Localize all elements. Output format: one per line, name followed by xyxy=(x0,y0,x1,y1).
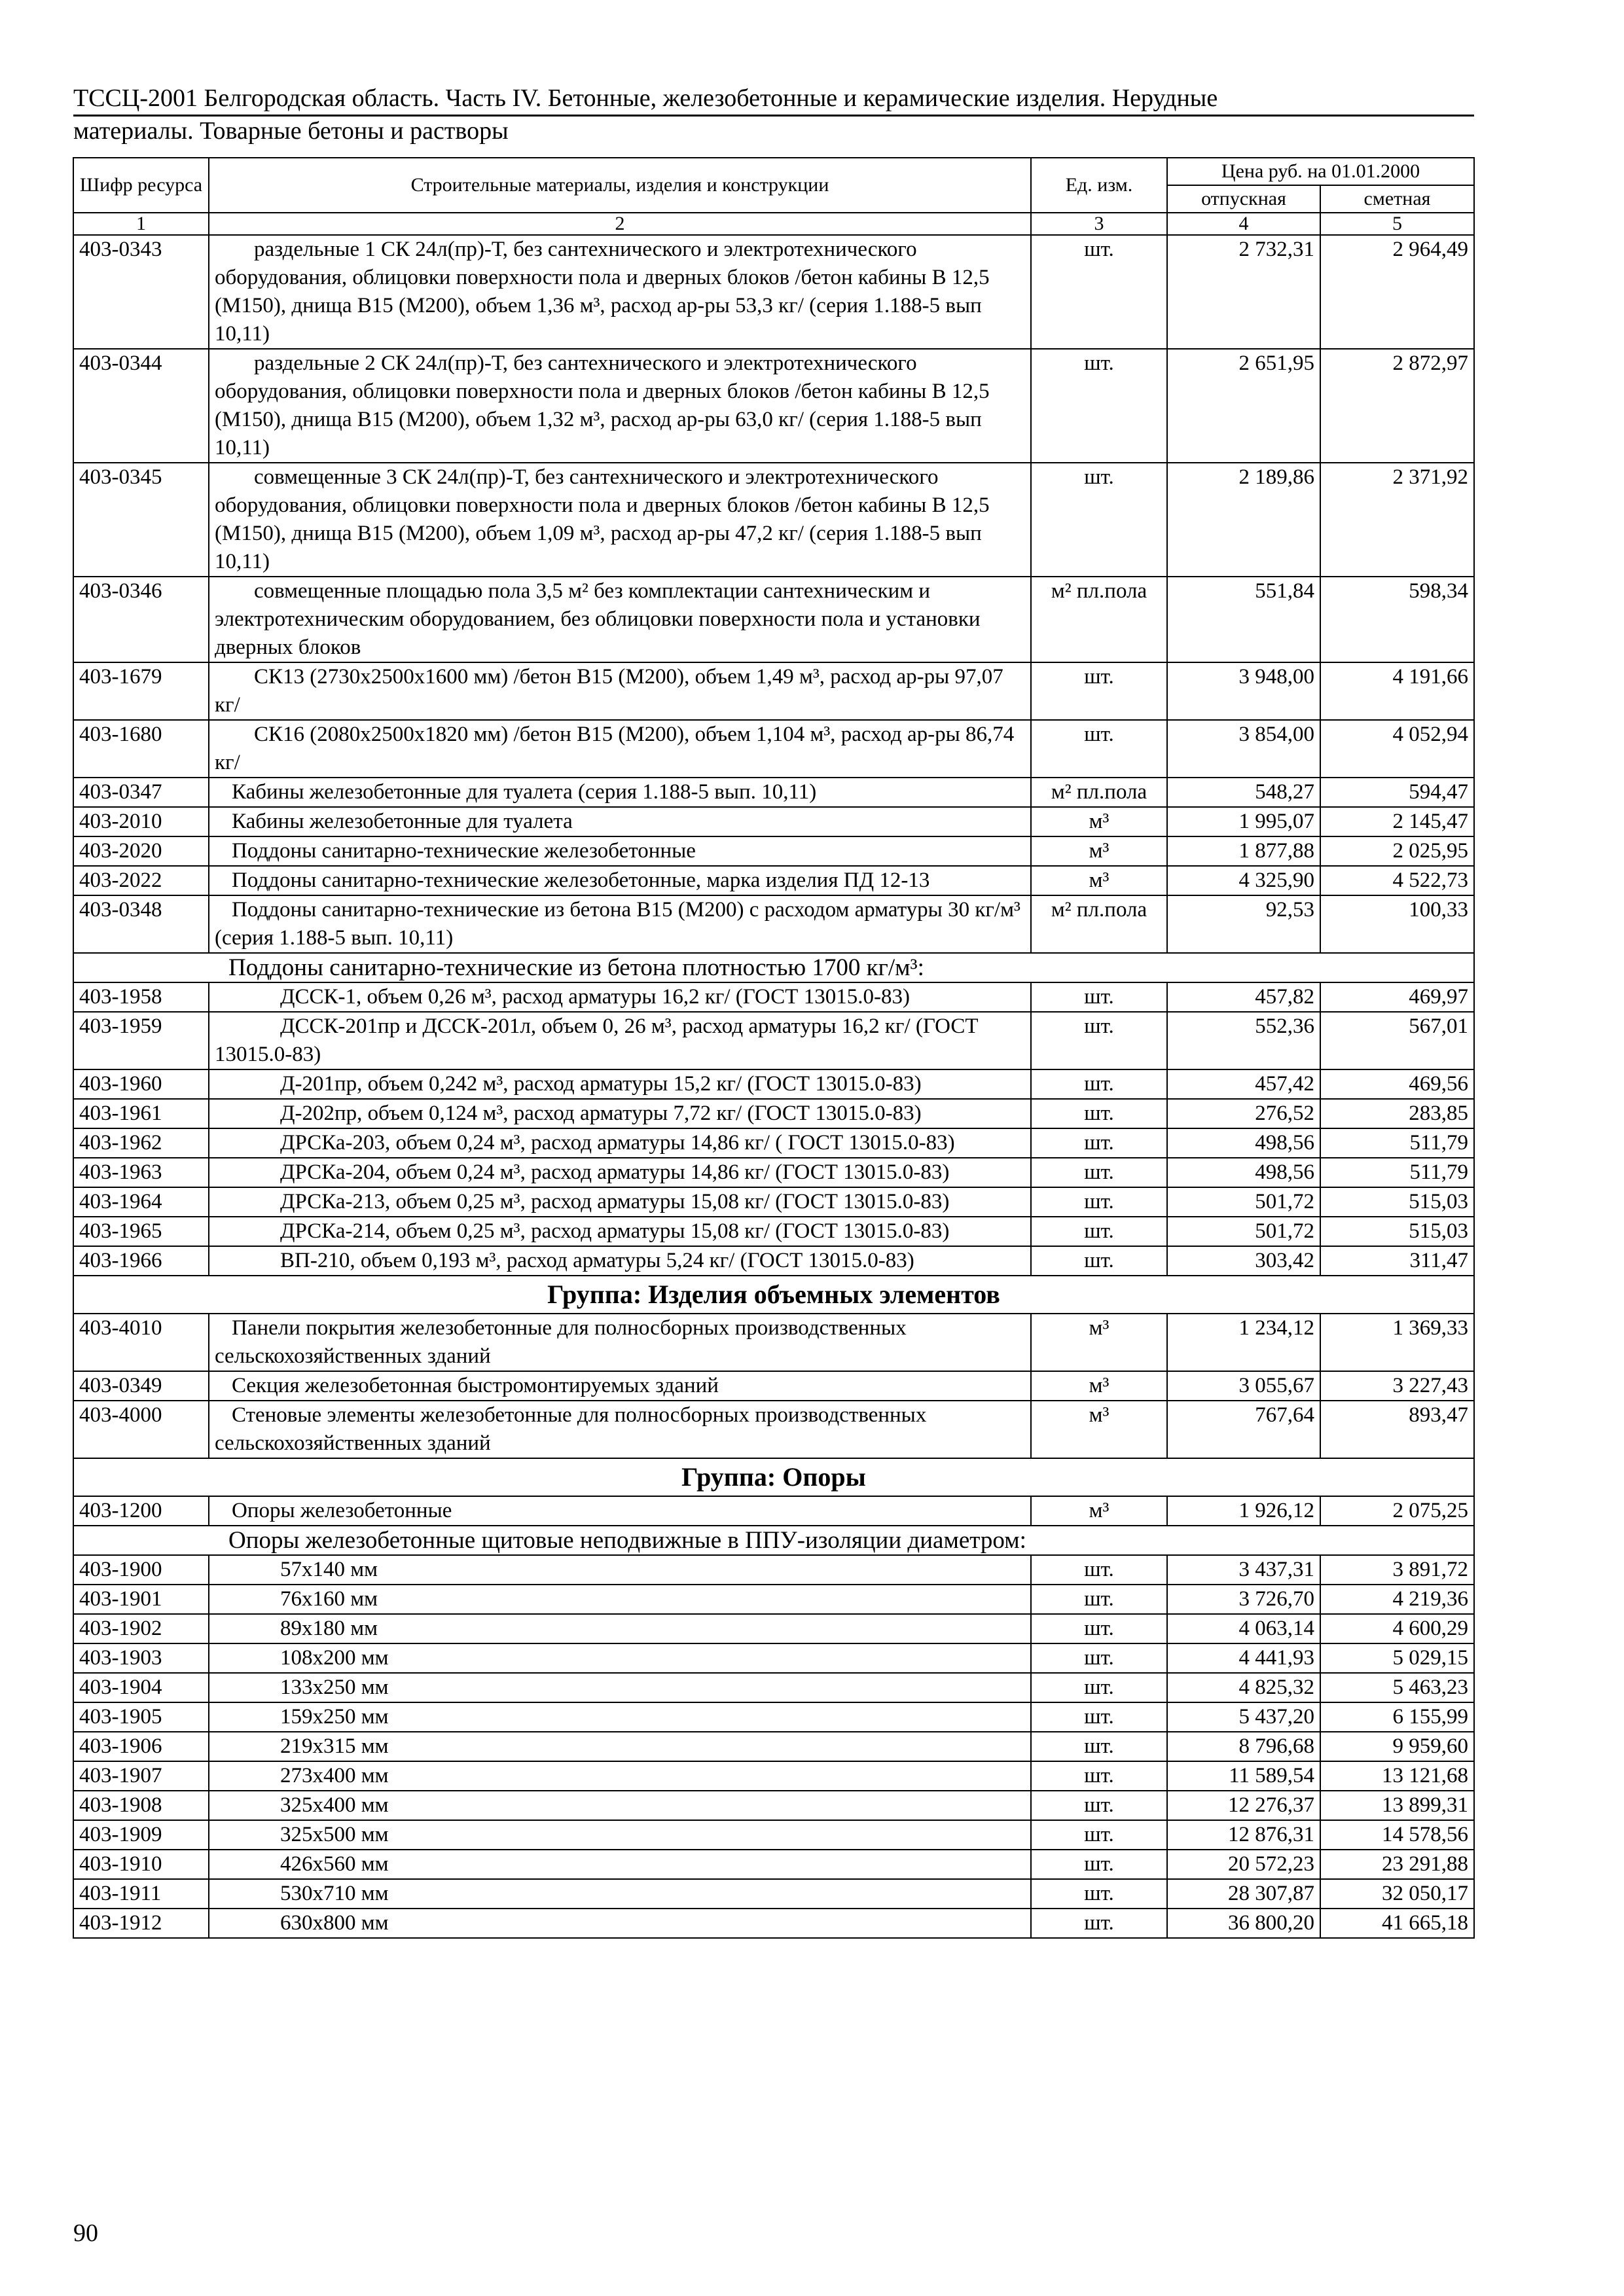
estimate-price: 2 964,49 xyxy=(1320,235,1474,349)
table-row xyxy=(73,662,1474,720)
col-number: 3 xyxy=(1031,213,1167,235)
release-price: 501,72 xyxy=(1167,1187,1320,1217)
unit-of-measure: м² пл.пола xyxy=(1031,895,1167,953)
estimate-price: 2 075,25 xyxy=(1320,1496,1474,1526)
resource-code: 403-0345 xyxy=(73,463,209,577)
table-row xyxy=(73,866,1474,895)
resource-code: 403-1905 xyxy=(73,1702,209,1732)
unit-of-measure: шт. xyxy=(1031,1246,1167,1276)
resource-code: 403-1200 xyxy=(73,1496,209,1526)
table-row xyxy=(73,1217,1474,1246)
resource-name: Стеновые элементы железобетонные для полносборных производственных сельскохозяйственных зданий xyxy=(209,1401,1031,1458)
col-number: 5 xyxy=(1320,213,1474,235)
resource-name: ДССК-201пр и ДССК-201л, объем 0, 26 м³, расход арматуры 16,2 кг/ (ГОСТ 13015.0-83) xyxy=(209,1012,1031,1069)
unit-of-measure: шт. xyxy=(1031,1158,1167,1187)
release-price: 3 854,00 xyxy=(1167,720,1320,778)
resource-name: 57х140 мм xyxy=(209,1555,1031,1585)
estimate-price: 13 899,31 xyxy=(1320,1791,1474,1820)
estimate-price: 515,03 xyxy=(1320,1217,1474,1246)
unit-of-measure: шт. xyxy=(1031,1012,1167,1069)
resource-name: 133х250 мм xyxy=(209,1673,1031,1702)
resource-name: раздельные 1 СК 24л(пр)-Т, без сантехнического и электротехнического оборудования, облицовки поверхности пола и дверных блоков /бетон кабины В 12,5 (М150), днища В15 (М200), объем 1,36 м³, расход ар-ры 53,3 кг/ (серия 1.188-5 вып 10,11) xyxy=(209,235,1031,349)
estimate-price: 32 050,17 xyxy=(1320,1879,1474,1909)
group-heading-row xyxy=(73,1458,1474,1496)
unit-of-measure: м³ xyxy=(1031,1314,1167,1371)
table-row xyxy=(73,1791,1474,1820)
release-price: 8 796,68 xyxy=(1167,1732,1320,1761)
estimate-price: 2 371,92 xyxy=(1320,463,1474,577)
release-price: 4 825,32 xyxy=(1167,1673,1320,1702)
table-row xyxy=(73,1879,1474,1909)
table-row xyxy=(73,1585,1474,1614)
resource-code: 403-1963 xyxy=(73,1158,209,1187)
table-row xyxy=(73,807,1474,836)
resource-code: 403-1966 xyxy=(73,1246,209,1276)
release-price: 11 589,54 xyxy=(1167,1761,1320,1791)
estimate-price: 469,97 xyxy=(1320,982,1474,1012)
unit-of-measure: м³ xyxy=(1031,1371,1167,1401)
table-body xyxy=(73,235,1474,1938)
resource-name: 273х400 мм xyxy=(209,1761,1031,1791)
table-row xyxy=(73,349,1474,463)
release-price: 1 234,12 xyxy=(1167,1314,1320,1371)
resource-code: 403-1962 xyxy=(73,1128,209,1158)
unit-of-measure: шт. xyxy=(1031,235,1167,349)
resource-code: 403-2020 xyxy=(73,836,209,866)
release-price: 3 948,00 xyxy=(1167,662,1320,720)
table-row xyxy=(73,1314,1474,1371)
unit-of-measure: шт. xyxy=(1031,1643,1167,1673)
estimate-price: 283,85 xyxy=(1320,1099,1474,1128)
resource-code: 403-2010 xyxy=(73,807,209,836)
table-row xyxy=(73,1850,1474,1879)
estimate-price: 594,47 xyxy=(1320,778,1474,807)
release-price: 20 572,23 xyxy=(1167,1850,1320,1879)
release-price: 551,84 xyxy=(1167,577,1320,662)
resource-code: 403-1908 xyxy=(73,1791,209,1820)
resource-code: 403-1906 xyxy=(73,1732,209,1761)
resource-code: 403-0349 xyxy=(73,1371,209,1401)
table-row xyxy=(73,577,1474,662)
estimate-price: 23 291,88 xyxy=(1320,1850,1474,1879)
unit-of-measure: шт. xyxy=(1031,1585,1167,1614)
resource-name: раздельные 2 СК 24л(пр)-Т, без сантехнического и электротехнического оборудования, облицовки поверхности пола и дверных блоков /бетон кабины В 12,5 (М150), днища В15 (М200), объем 1,32 м³, расход ар-ры 63,0 кг/ (серия 1.188-5 вып 10,11) xyxy=(209,349,1031,463)
estimate-price: 598,34 xyxy=(1320,577,1474,662)
table-header xyxy=(73,158,1474,235)
unit-of-measure: шт. xyxy=(1031,1069,1167,1099)
table-row xyxy=(73,235,1474,349)
resource-name: СК16 (2080х2500х1820 мм) /бетон В15 (М200), объем 1,104 м³, расход ар-ры 86,74 кг/ xyxy=(209,720,1031,778)
release-price: 548,27 xyxy=(1167,778,1320,807)
estimate-price: 469,56 xyxy=(1320,1069,1474,1099)
group-heading-row xyxy=(73,1276,1474,1314)
unit-of-measure: м³ xyxy=(1031,1496,1167,1526)
unit-of-measure: м³ xyxy=(1031,836,1167,866)
unit-of-measure: м³ xyxy=(1031,807,1167,836)
resource-name: Д-202пр, объем 0,124 м³, расход арматуры 7,72 кг/ (ГОСТ 13015.0-83) xyxy=(209,1099,1031,1128)
page-title-line-2: материалы. Товарные бетоны и растворы xyxy=(73,117,509,145)
estimate-price: 4 219,36 xyxy=(1320,1585,1474,1614)
resource-code: 403-1958 xyxy=(73,982,209,1012)
release-price: 457,42 xyxy=(1167,1069,1320,1099)
page-number: 90 xyxy=(73,2219,98,2247)
unit-of-measure: шт. xyxy=(1031,982,1167,1012)
resource-name: 530х710 мм xyxy=(209,1879,1031,1909)
resource-name: 108х200 мм xyxy=(209,1643,1031,1673)
resource-code: 403-0343 xyxy=(73,235,209,349)
resource-name: 630х800 мм xyxy=(209,1909,1031,1938)
table-row xyxy=(73,1069,1474,1099)
release-price: 4 325,90 xyxy=(1167,866,1320,895)
col-number: 1 xyxy=(73,213,209,235)
resource-code: 403-1960 xyxy=(73,1069,209,1099)
estimate-price: 4 052,94 xyxy=(1320,720,1474,778)
resource-code: 403-1965 xyxy=(73,1217,209,1246)
table-row xyxy=(73,1246,1474,1276)
resource-name: Д-201пр, объем 0,242 м³, расход арматуры 15,2 кг/ (ГОСТ 13015.0-83) xyxy=(209,1069,1031,1099)
resource-name: совмещенные площадью пола 3,5 м² без комплектации сантехническим и электротехническим оборудованием, без облицовки поверхности пола и установки дверных блоков xyxy=(209,577,1031,662)
estimate-price: 14 578,56 xyxy=(1320,1820,1474,1850)
unit-of-measure: шт. xyxy=(1031,1702,1167,1732)
resource-name: Опоры железобетонные xyxy=(209,1496,1031,1526)
release-price: 498,56 xyxy=(1167,1128,1320,1158)
resource-code: 403-1907 xyxy=(73,1761,209,1791)
unit-of-measure: м³ xyxy=(1031,1401,1167,1458)
resource-name: 159х250 мм xyxy=(209,1702,1031,1732)
release-price: 4 441,93 xyxy=(1167,1643,1320,1673)
release-price: 5 437,20 xyxy=(1167,1702,1320,1732)
table-row xyxy=(73,1128,1474,1158)
table-row xyxy=(73,1761,1474,1791)
release-price: 552,36 xyxy=(1167,1012,1320,1069)
group-heading: Группа: Изделия объемных элементов xyxy=(73,1276,1474,1314)
col-header-release: отпускная xyxy=(1167,185,1320,213)
unit-of-measure: шт. xyxy=(1031,1555,1167,1585)
unit-of-measure: м³ xyxy=(1031,866,1167,895)
resource-code: 403-1961 xyxy=(73,1099,209,1128)
estimate-price: 511,79 xyxy=(1320,1128,1474,1158)
estimate-price: 1 369,33 xyxy=(1320,1314,1474,1371)
resource-name: ДРСКа-203, объем 0,24 м³, расход арматуры 14,86 кг/ ( ГОСТ 13015.0-83) xyxy=(209,1128,1031,1158)
resource-name: 219х315 мм xyxy=(209,1732,1031,1761)
resource-name: ДССК-1, объем 0,26 м³, расход арматуры 16,2 кг/ (ГОСТ 13015.0-83) xyxy=(209,982,1031,1012)
unit-of-measure: м² пл.пола xyxy=(1031,577,1167,662)
resource-name: ДРСКа-214, объем 0,25 м³, расход арматуры 15,08 кг/ (ГОСТ 13015.0-83) xyxy=(209,1217,1031,1246)
table-row xyxy=(73,778,1474,807)
resource-name: 325х400 мм xyxy=(209,1791,1031,1820)
group-heading: Группа: Опоры xyxy=(73,1458,1474,1496)
unit-of-measure: шт. xyxy=(1031,463,1167,577)
resource-code: 403-0347 xyxy=(73,778,209,807)
unit-of-measure: шт. xyxy=(1031,1673,1167,1702)
resource-code: 403-1912 xyxy=(73,1909,209,1938)
resource-code: 403-1904 xyxy=(73,1673,209,1702)
unit-of-measure: шт. xyxy=(1031,1909,1167,1938)
col-header-unit: Ед. изм. xyxy=(1031,158,1167,213)
estimate-price: 100,33 xyxy=(1320,895,1474,953)
resource-code: 403-1911 xyxy=(73,1879,209,1909)
resource-name: 325х500 мм xyxy=(209,1820,1031,1850)
page-title-line-1: ТССЦ-2001 Белгородская область. Часть IV. Бетонные, железобетонные и керамические изделия. Нерудные xyxy=(73,84,1474,117)
estimate-price: 893,47 xyxy=(1320,1401,1474,1458)
subgroup-heading-row xyxy=(73,1526,1474,1555)
release-price: 498,56 xyxy=(1167,1158,1320,1187)
resource-code: 403-0344 xyxy=(73,349,209,463)
subgroup-heading-row xyxy=(73,953,1474,982)
table-row xyxy=(73,1909,1474,1938)
estimate-price: 311,47 xyxy=(1320,1246,1474,1276)
table-row xyxy=(73,836,1474,866)
col-number: 4 xyxy=(1167,213,1320,235)
resource-name: Кабины железобетонные для туалета xyxy=(209,807,1031,836)
unit-of-measure: шт. xyxy=(1031,1791,1167,1820)
resource-name: Секция железобетонная быстромонтируемых зданий xyxy=(209,1371,1031,1401)
unit-of-measure: шт. xyxy=(1031,1099,1167,1128)
col-header-name: Строительные материалы, изделия и конструкции xyxy=(209,158,1031,213)
estimate-price: 3 891,72 xyxy=(1320,1555,1474,1585)
table-row xyxy=(73,1673,1474,1702)
resource-name: ДРСКа-213, объем 0,25 м³, расход арматуры 15,08 кг/ (ГОСТ 13015.0-83) xyxy=(209,1187,1031,1217)
release-price: 3 726,70 xyxy=(1167,1585,1320,1614)
resource-name: ДРСКа-204, объем 0,24 м³, расход арматуры 14,86 кг/ (ГОСТ 13015.0-83) xyxy=(209,1158,1031,1187)
resource-name: 426х560 мм xyxy=(209,1850,1031,1879)
resource-code: 403-1909 xyxy=(73,1820,209,1850)
release-price: 276,52 xyxy=(1167,1099,1320,1128)
page-header xyxy=(73,84,1474,146)
release-price: 4 063,14 xyxy=(1167,1614,1320,1643)
estimate-price: 41 665,18 xyxy=(1320,1909,1474,1938)
release-price: 2 189,86 xyxy=(1167,463,1320,577)
release-price: 3 437,31 xyxy=(1167,1555,1320,1585)
estimate-price: 567,01 xyxy=(1320,1012,1474,1069)
estimate-price: 2 145,47 xyxy=(1320,807,1474,836)
resource-code: 403-1910 xyxy=(73,1850,209,1879)
unit-of-measure: шт. xyxy=(1031,1128,1167,1158)
col-header-code: Шифр ресурса xyxy=(73,158,209,213)
table-row xyxy=(73,1496,1474,1526)
estimate-price: 5 029,15 xyxy=(1320,1643,1474,1673)
release-price: 12 876,31 xyxy=(1167,1820,1320,1850)
table-row xyxy=(73,982,1474,1012)
table-row xyxy=(73,1187,1474,1217)
table-row xyxy=(73,1158,1474,1187)
resource-name: ВП-210, объем 0,193 м³, расход арматуры 5,24 кг/ (ГОСТ 13015.0-83) xyxy=(209,1246,1031,1276)
unit-of-measure: шт. xyxy=(1031,1820,1167,1850)
resource-code: 403-1679 xyxy=(73,662,209,720)
table-row xyxy=(73,1371,1474,1401)
table-row xyxy=(73,1732,1474,1761)
release-price: 303,42 xyxy=(1167,1246,1320,1276)
resource-code: 403-1959 xyxy=(73,1012,209,1069)
release-price: 767,64 xyxy=(1167,1401,1320,1458)
resource-name: Панели покрытия железобетонные для полносборных производственных сельскохозяйственных зданий xyxy=(209,1314,1031,1371)
resource-code: 403-0346 xyxy=(73,577,209,662)
table-row xyxy=(73,895,1474,953)
estimate-price: 511,79 xyxy=(1320,1158,1474,1187)
table-row xyxy=(73,1702,1474,1732)
unit-of-measure: м² пл.пола xyxy=(1031,778,1167,807)
release-price: 28 307,87 xyxy=(1167,1879,1320,1909)
estimate-price: 13 121,68 xyxy=(1320,1761,1474,1791)
unit-of-measure: шт. xyxy=(1031,1761,1167,1791)
release-price: 2 732,31 xyxy=(1167,235,1320,349)
resource-code: 403-1901 xyxy=(73,1585,209,1614)
resource-code: 403-0348 xyxy=(73,895,209,953)
estimate-price: 3 227,43 xyxy=(1320,1371,1474,1401)
unit-of-measure: шт. xyxy=(1031,349,1167,463)
table-row xyxy=(73,1012,1474,1069)
table-row xyxy=(73,1555,1474,1585)
resource-name: Поддоны санитарно-технические железобетонные, марка изделия ПД 12-13 xyxy=(209,866,1031,895)
resource-code: 403-4000 xyxy=(73,1401,209,1458)
unit-of-measure: шт. xyxy=(1031,662,1167,720)
estimate-price: 4 600,29 xyxy=(1320,1614,1474,1643)
release-price: 1 995,07 xyxy=(1167,807,1320,836)
unit-of-measure: шт. xyxy=(1031,1879,1167,1909)
resource-name: Поддоны санитарно-технические железобетонные xyxy=(209,836,1031,866)
table-row xyxy=(73,1401,1474,1458)
estimate-price: 4 191,66 xyxy=(1320,662,1474,720)
table-row xyxy=(73,1099,1474,1128)
table-row xyxy=(73,1614,1474,1643)
release-price: 501,72 xyxy=(1167,1217,1320,1246)
unit-of-measure: шт. xyxy=(1031,1850,1167,1879)
table-row xyxy=(73,1643,1474,1673)
resource-code: 403-4010 xyxy=(73,1314,209,1371)
release-price: 1 926,12 xyxy=(1167,1496,1320,1526)
release-price: 92,53 xyxy=(1167,895,1320,953)
col-header-estimate: сметная xyxy=(1320,185,1474,213)
unit-of-measure: шт. xyxy=(1031,1732,1167,1761)
resource-name: совмещенные 3 СК 24л(пр)-Т, без сантехнического и электротехнического оборудования, облицовки поверхности пола и дверных блоков /бетон кабины В 12,5 (М150), днища В15 (М200), объем 1,09 м³, расход ар-ры 47,2 кг/ (серия 1.188-5 вып 10,11) xyxy=(209,463,1031,577)
release-price: 3 055,67 xyxy=(1167,1371,1320,1401)
resource-code: 403-2022 xyxy=(73,866,209,895)
resource-name: Кабины железобетонные для туалета (серия 1.188-5 вып. 10,11) xyxy=(209,778,1031,807)
resource-code: 403-1900 xyxy=(73,1555,209,1585)
table-row xyxy=(73,720,1474,778)
release-price: 1 877,88 xyxy=(1167,836,1320,866)
col-number: 2 xyxy=(209,213,1031,235)
unit-of-measure: шт. xyxy=(1031,1614,1167,1643)
estimate-price: 9 959,60 xyxy=(1320,1732,1474,1761)
resource-name: СК13 (2730х2500х1600 мм) /бетон В15 (М200), объем 1,49 м³, расход ар-ры 97,07 кг/ xyxy=(209,662,1031,720)
price-table xyxy=(73,157,1475,1939)
resource-code: 403-1902 xyxy=(73,1614,209,1643)
resource-name: 76х160 мм xyxy=(209,1585,1031,1614)
unit-of-measure: шт. xyxy=(1031,1187,1167,1217)
estimate-price: 2 025,95 xyxy=(1320,836,1474,866)
subgroup-heading: Опоры железобетонные щитовые неподвижные в ППУ-изоляции диаметром: xyxy=(73,1526,1474,1555)
estimate-price: 4 522,73 xyxy=(1320,866,1474,895)
unit-of-measure: шт. xyxy=(1031,1217,1167,1246)
estimate-price: 6 155,99 xyxy=(1320,1702,1474,1732)
estimate-price: 515,03 xyxy=(1320,1187,1474,1217)
release-price: 2 651,95 xyxy=(1167,349,1320,463)
release-price: 457,82 xyxy=(1167,982,1320,1012)
estimate-price: 2 872,97 xyxy=(1320,349,1474,463)
table-row xyxy=(73,1820,1474,1850)
resource-code: 403-1680 xyxy=(73,720,209,778)
column-number-row xyxy=(73,213,1474,235)
release-price: 12 276,37 xyxy=(1167,1791,1320,1820)
release-price: 36 800,20 xyxy=(1167,1909,1320,1938)
subgroup-heading: Поддоны санитарно-технические из бетона плотностью 1700 кг/м³: xyxy=(73,953,1474,982)
resource-code: 403-1903 xyxy=(73,1643,209,1673)
resource-name: Поддоны санитарно-технические из бетона В15 (М200) с расходом арматуры 30 кг/м³ (серия 1.188-5 вып. 10,11) xyxy=(209,895,1031,953)
col-header-price: Цена руб. на 01.01.2000 xyxy=(1167,158,1474,185)
resource-code: 403-1964 xyxy=(73,1187,209,1217)
unit-of-measure: шт. xyxy=(1031,720,1167,778)
resource-name: 89х180 мм xyxy=(209,1614,1031,1643)
table-row xyxy=(73,463,1474,577)
estimate-price: 5 463,23 xyxy=(1320,1673,1474,1702)
